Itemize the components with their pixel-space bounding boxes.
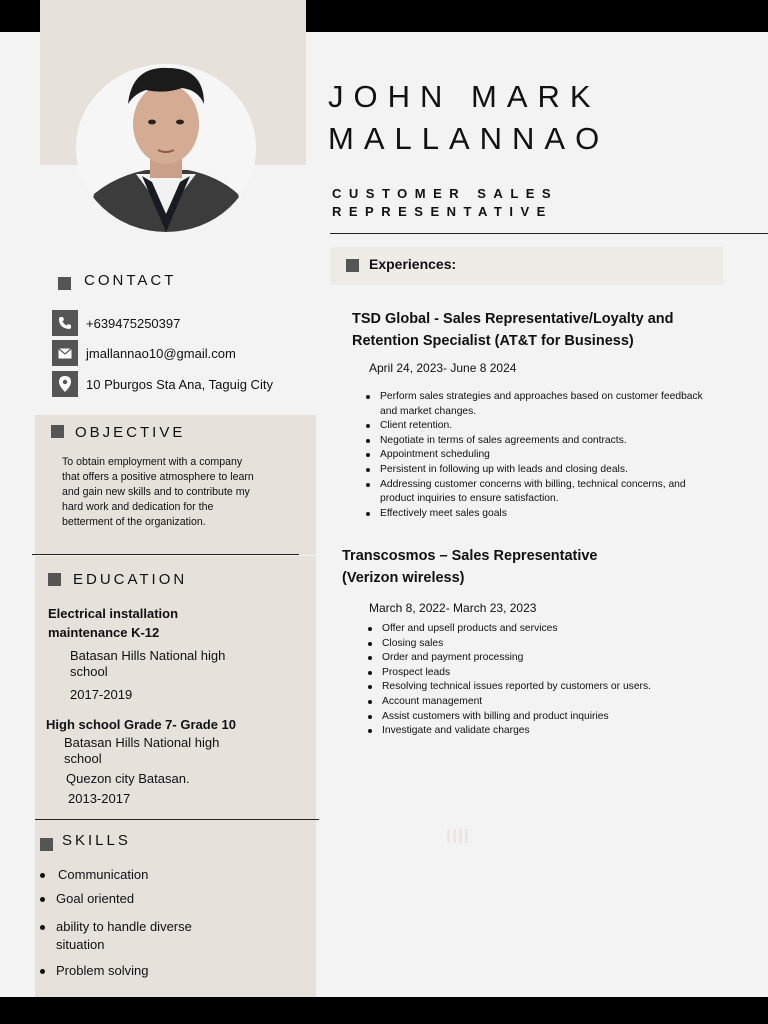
skill-label: Goal oriented [56, 891, 135, 906]
duty-item: Offer and upsell products and services [368, 622, 708, 637]
phone-icon [52, 310, 78, 336]
section-marker-icon [51, 425, 64, 438]
job-title-1: TSD Global - Sales Representative/Loyalty and Retention Specialist (AT&T for Business) [352, 311, 674, 349]
job-dates-1: April 24, 2023- June 8 2024 [369, 361, 517, 375]
section-marker-icon [58, 277, 71, 290]
duty-item: Client retention. [366, 419, 706, 434]
duty-item: Appointment scheduling [366, 448, 706, 463]
experience-heading: Experiences: [369, 256, 457, 272]
bottom-bar [0, 997, 768, 1024]
job-role [332, 185, 558, 221]
contact-address [52, 371, 273, 397]
education-degree-1: Electrical installation maintenance K-12 [48, 606, 179, 640]
skill-label: ability to handle diverse situation [56, 919, 192, 952]
skill-label: Problem solving [56, 963, 149, 978]
section-marker-icon [48, 573, 61, 586]
role-line-2: REPRESENTATIVE [332, 204, 553, 219]
objective-text: To obtain employment with a company that offers a positive atmosphere to learn and gain new skills and to contribute my hard work and dedication for the betterment of the organization. [62, 456, 254, 528]
skill-label: Communication [58, 867, 149, 882]
objective-divider [32, 554, 299, 555]
duty-item: Closing sales [368, 637, 708, 652]
duty-item: Account management [368, 695, 708, 710]
job-dates-2: March 8, 2022- March 23, 2023 [369, 601, 537, 615]
first-name: JOHN MARK [328, 79, 601, 114]
contact-phone [52, 310, 180, 336]
duty-item: Addressing customer concerns with billing, technical concerns, and product inquiries to ensure satisfaction. [366, 478, 706, 507]
education-location-2: Quezon city Batasan. [66, 771, 190, 786]
section-marker-icon [40, 838, 53, 851]
header-divider [330, 233, 768, 234]
last-name: MALLANNAO [328, 121, 610, 156]
duty-item: Effectively meet sales goals [366, 507, 706, 522]
bullet-icon [40, 969, 45, 974]
duty-item: Prospect leads [368, 666, 708, 681]
person-photo-icon [76, 64, 256, 232]
role-line-1: CUSTOMER SALES [332, 186, 559, 201]
section-marker-icon [346, 259, 359, 272]
decorative-bars [447, 829, 468, 843]
bullet-icon [40, 925, 45, 930]
location-pin-icon [52, 371, 78, 397]
mail-icon [52, 340, 78, 366]
home-address: 10 Pburgos Sta Ana, Taguig City [86, 376, 273, 392]
duty-item: Perform sales strategies and approaches based on customer feedback and market changes. [366, 390, 706, 419]
education-years-2: 2013-2017 [68, 791, 131, 806]
profile-photo [76, 64, 256, 232]
education-school-1: Batasan Hills National high school [70, 648, 226, 679]
education-degree-2: High school Grade 7- Grade 10 [46, 717, 236, 732]
education-years-1: 2017-2019 [70, 687, 133, 702]
contact-email [52, 340, 236, 366]
duty-item: Assist customers with billing and product inquiries [368, 710, 708, 725]
full-name [328, 76, 609, 160]
duty-item: Investigate and validate charges [368, 724, 708, 739]
job-duties-2 [368, 622, 708, 739]
duty-item: Negotiate in terms of sales agreements and contracts. [366, 434, 706, 449]
phone-number: +639475250397 [86, 315, 181, 331]
education-school-2: Batasan Hills National high school [64, 735, 220, 766]
job-duties-1 [366, 390, 706, 521]
duty-item: Persistent in following up with leads and closing deals. [366, 463, 706, 478]
duty-item: Order and payment processing [368, 651, 708, 666]
contact-heading: CONTACT [84, 272, 177, 289]
skills-heading: SKILLS [62, 832, 131, 849]
duty-item: Resolving technical issues reported by customers or users. [368, 680, 708, 695]
education-heading: EDUCATION [73, 571, 188, 588]
bullet-icon [40, 873, 45, 878]
job-title-2: Transcosmos – Sales Representative (Verizon wireless) [342, 548, 598, 586]
bullet-icon [40, 897, 45, 902]
email-address: jmallannao10@gmail.com [86, 345, 236, 361]
objective-heading: OBJECTIVE [75, 424, 186, 441]
